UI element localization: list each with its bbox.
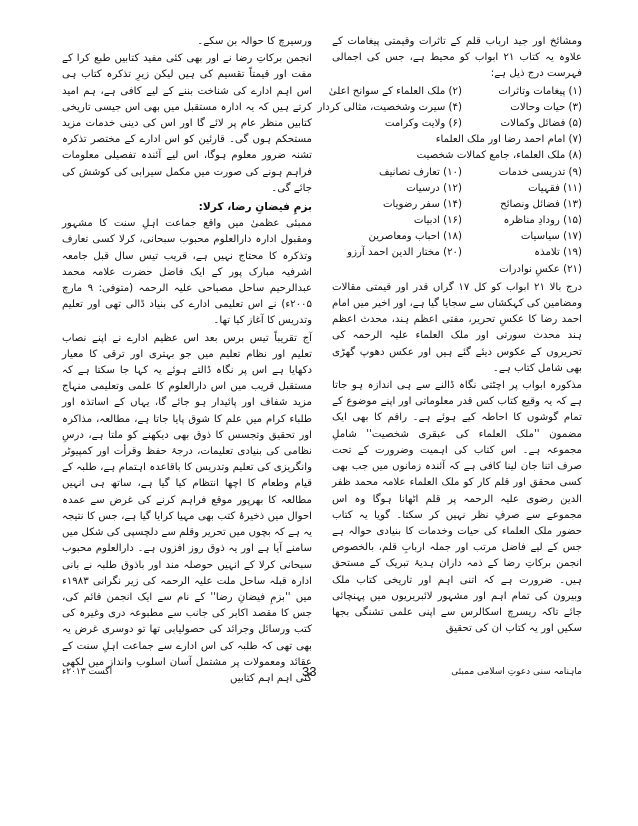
chapter-item (332, 148, 442, 164)
chapter-row (332, 181, 582, 197)
left-paragraph-2: انجمن برکاتِ رضا نے اور بھی کئی مفید کتابیں طبع کرا کے مفت اور قیمتاً تقسیم کی ہیں لیکن زیرِ تذکرہ کتاب ہی اس اہم ادارے کی شناخت بننے کے لیے کافی ہے، ہم امید کرتے ہیں کہ یہ ادارہ مستقبل میں بھی اس جیسی تاریخی کتابیں منظر عام پر لائے گا اور اس کی دینی خدمات مزید مستحکم ہوں گی۔ قارئین کو اس ادارے کے مختصر تذکرہ تشنہ ضرور معلوم ہوگا، اس لیے آئندہ تفصیلی معلومات فراہم ہونے کی صورت میں مکمل سیرابی کی کوشش کی جائے گی۔ (62, 53, 312, 194)
chapter-item: (۷) امام احمد رضا اور ملک العلماء (435, 134, 582, 146)
chapter-item: (۱۴) سفر رضویات (382, 198, 462, 210)
chapter-item: (۱) پیغامات وتاثرات (498, 85, 582, 97)
chapter-item: (۱۰) تعارف تصانیف (379, 166, 462, 178)
chapter-list (317, 84, 582, 278)
chapter-item (332, 132, 442, 148)
chapter-item: (۱۶) ادبیات (413, 215, 462, 227)
chapter-item: (۸) ملک العلماء، جامع کمالات شخصیت (416, 150, 582, 162)
chapter-item: (۹) تدریسی خدمات (498, 166, 582, 178)
chapter-item: (۵) فضائل وکمالات (500, 117, 582, 129)
page-number: 33 (302, 664, 317, 679)
issue-date: اگست ۲۰۱۳ء (62, 667, 113, 677)
page-footer (62, 664, 582, 683)
left-paragraph-1: ورسیرچ کا حوالہ بن سکے۔ (197, 36, 312, 47)
chapter-item: (۱۵) رودادِ مناظرہ (503, 215, 582, 227)
right-intro-paragraph: ومشائخ اور جید ارباب قلم کے تاثرات وقیمتی پیغامات کے علاوہ یہ کتاب ۲۱ ابواب کو محیط ہے، جس کی اجمالی فہرست درج ذیل ہے: (332, 36, 582, 80)
chapter-item: (۱۳) فضائل ونصائح (500, 198, 582, 210)
chapter-row (332, 229, 582, 245)
chapter-row (328, 84, 582, 100)
chapter-row (332, 262, 582, 278)
chapter-item (352, 262, 462, 278)
right-column (317, 34, 583, 638)
chapter-item: (۲۱) عکسِ نوادرات (499, 263, 582, 275)
chapter-item: (۱۲) درسیات (406, 182, 462, 194)
chapter-row (332, 197, 582, 213)
left-paragraph-3: ممبئی عظمیٰ میں واقع جماعت اہلِ سنت کا مشہور ومقبول ادارہ دارالعلوم محبوب سبحانی، کرلا کسی تعارف وتذکرہ کا محتاج نہیں ہے، قریب تیس سال قبل جامعہ اشرفیہ مبارک پور کے ایک فاضل حضرت علامہ محمد عبدالرحیم ساحل مصباحی علیہ الرحمہ (متوفی: ۹ مارچ ۲۰۰۵ء) نے اس تعلیمی ادارے کی بنیاد ڈالی تھی اور تعلیم وتدریس کا آغاز کیا تھا۔ (62, 218, 312, 327)
chapter-row (332, 132, 582, 148)
chapter-row (332, 165, 582, 181)
chapter-item: (۱۷) سیاسیات (520, 231, 582, 243)
chapter-item: (۱۸) احباب ومعاصرین (368, 231, 462, 243)
chapter-row (332, 213, 582, 229)
chapter-item: (۴) سیرت وشخصیت، مثالی کردار (317, 101, 462, 113)
chapter-row (332, 245, 582, 261)
magazine-name: ماہنامہ سنی دعوتِ اسلامی ممبئی (451, 667, 582, 677)
left-paragraph-4: آج تقریباً تیس برس بعد اس عظیم ادارے نے اپنے نصاب تعلیم اور نظام تعلیم میں جو بہتری اور ترقی کا معیار دکھایا ہے اس پر نگاہ ڈالتے ہوئے یہ کہا جا سکتا ہے کہ مستقبل قریب میں اس دارالعلوم کا علمی وتعلیمی منہاج مزید شفاف اور پائیدار ہو جائے گا، یہاں کے اساتذہ اور طلباء کرام میں علم کا شوق پایا جاتا ہے، مطالعہ، مذاکرہ اور تحقیق وتجسس کا ذوق بھی دیکھنے کو ملتا ہے، درسِ نظامی کی بنیادی تعلیمات، درجۂ حفظ وقرأت اور کمپیوٹر وانگریزی کی تعلیم وتدریس کا باقاعدہ اہتمام ہے، طلبہ کے قیام وطعام کا اچھا انتظام کیا گیا ہے، ساتھ ہی انہیں مطالعہ کا بھرپور موقع فراہم کرنے کی غرض سے عمدہ احوال میں ذخیرۂ کتب بھی مہیا کرایا گیا ہے، جس کا نتیجہ یہ ہے کہ بچوں میں تحریر وقلم سے دلچسپی کی شکل میں سامنے آیا ہے اور یہ ذوق روز افزوں ہے۔ دارالعلوم محبوب سبحانی کرلا کے انہیں حوصلہ مند اور باذوق طلبہ نے بانی ادارہ قبلہ ساحل ملت علیہ الرحمہ کی زیر نگرانی ۱۹۸۳ء میں ''بزمِ فیضانِ رضا'' کے نام سے ایک انجمن قائم کی، جس کا مقصد اکابر کی جانب سے مطبوعہ دری وغیرہ کی کتب ورسائل وجرائد کی حصولیابی تھا تو دوسری غرض یہ بھی تھی کہ طلبہ کی اس ادارے سے جماعت اہلِ سنت کے عقائد ومعمولات پر مشتمل آسان اسلوب وانداز میں لکھی گئی اہم اہم کتابیں (62, 332, 312, 684)
right-paragraph-3: مذکورہ ابواب پر اچٹتی نگاہ ڈالنے سے ہی اندازہ ہو جاتا ہے کہ یہ وقیع کتاب کس قدر معلوماتی اور اپنے موضوع کے تمام گوشوں کا احاطہ کیے ہوئے ہے۔ راقم کا بھی ایک مضمون ''ملک العلماء کی عبقری شخصیت'' شاملِ مجموعہ ہے۔ اس کتاب کی اہمیت وضرورت کے تحت صرف اتنا جان لینا کافی ہے کہ آئندہ زمانوں میں جب بھی کسی محقق اور قلم کار کو ملک العلماء علامہ محمد ظفر الدین رضوی علیہ الرحمہ پر قلم اٹھانا ہوگا وہ اس مجموعے سے صرفِ نظر نہیں کر سکتا۔ گویا یہ کتاب حضور ملک العلماء کی حیات وخدمات کا بنیادی حوالہ ہے جس کے لیے فاضل مرتب اور جملہ اربابِ قلم، بالخصوص انجمن برکاتِ رضا کے ذمہ داران ہدیۂ تبریک کے مستحق ہیں۔ ضرورت ہے کہ اتنی اہم اور تاریخی کتاب ملک وبیرون کی تمام اہم اور مشہور لائبریریوں میں پہنچائی جائے تاکہ ریسرچ اسکالرس سے اپنی علمی تشنگی بجھا سکیں اور یہ کتاب ان کی تحقیق (332, 380, 582, 635)
chapter-item: (۱۹) تلامذہ (534, 247, 582, 259)
chapter-item: (۲۰) مختار الدین احمد آرزو (347, 247, 462, 259)
chapter-item: (۱۱) فقہیات (528, 182, 582, 194)
chapter-row (332, 116, 582, 132)
chapter-item: (۳) حیات وحالات (510, 101, 582, 113)
chapter-row (332, 148, 582, 164)
chapter-row (317, 100, 582, 116)
chapter-item: (۶) ولایت وکرامت (384, 117, 462, 129)
left-column (62, 34, 312, 688)
section-heading: بزمِ فیضانِ رضا، کرلا: (198, 201, 312, 214)
chapter-item: (۲) ملک العلماء کے سوانح اعلیٰ (328, 85, 462, 97)
right-paragraph-2: درج بالا ۲۱ ابواب کو کل ۱۷ گراں قدر اور قیمتی مقالات ومضامین کی کہکشاں سے سجایا گیا ہے، اور اخیر میں امام احمد رضا کا عکسِ تحریر، مفتی اعظم ہند، محدث اعظم ہند محدث سورتی اور ملک العلماء علیہ الرحمہ کی تحریروں کے عکوس دیئے گئے ہیں اور عکس دھوپ گھڑی بھی شامل کتاب ہے۔ (332, 281, 583, 374)
